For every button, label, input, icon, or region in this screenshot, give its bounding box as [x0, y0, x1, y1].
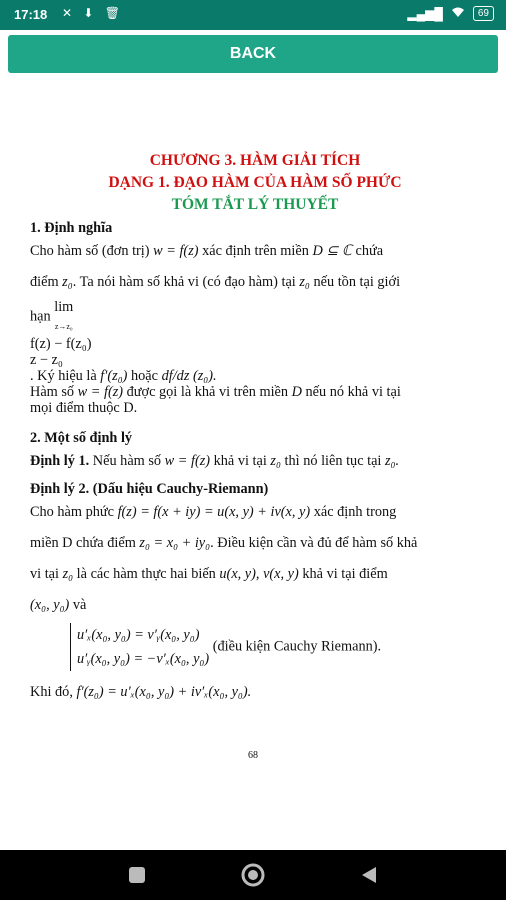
math: f′(z₀)	[100, 368, 128, 384]
math: D	[291, 384, 302, 400]
math: z₀	[62, 566, 74, 583]
text: vi tại	[30, 566, 63, 583]
text: được gọi là khả vi trên miền	[123, 384, 292, 400]
text: điểm	[30, 274, 63, 290]
back-button[interactable]: BACK	[8, 35, 498, 73]
math: w = f(z)	[164, 453, 211, 470]
math: f(z) = f(x + iy) = u(x, y) + iv(x, y)	[117, 504, 311, 521]
text: khả vi tại điểm	[298, 566, 388, 583]
paragraph	[30, 236, 480, 336]
text: hoặc	[127, 368, 162, 384]
text: Nếu hàm số	[89, 453, 165, 470]
wifi-icon	[451, 6, 465, 21]
math: f′(z₀) = u′ₓ(x₀, y₀) + iv′ₓ(x₀, y₀).	[76, 684, 252, 701]
battery-icon: 69	[473, 6, 494, 21]
navigation-bar	[0, 850, 506, 900]
equation: u′ᵧ(x₀, y₀) = −v′ₓ(x₀, y₀)	[77, 651, 210, 668]
recent-apps-button[interactable]	[122, 860, 152, 890]
signal-icon: ▂▄▆█	[407, 6, 443, 21]
document-page	[30, 150, 480, 708]
cauchy-riemann-system	[30, 623, 480, 671]
text: mọi điểm thuộc D.	[30, 400, 138, 416]
theorem-2	[30, 497, 480, 621]
math: D ⊆ ℂ	[312, 243, 352, 259]
limit	[54, 298, 73, 336]
back-nav-button[interactable]	[354, 860, 384, 890]
form-title: DẠNG 1. ĐẠO HÀM CỦA HÀM SỐ PHỨC	[108, 174, 402, 191]
text: miền D chứa điểm	[30, 535, 140, 552]
text: Khi đó,	[30, 684, 77, 701]
math: (x₀, y₀)	[30, 597, 70, 614]
text: Cho hàm phức	[30, 504, 118, 521]
equation-system	[70, 623, 209, 671]
triangle-back-icon	[359, 865, 379, 885]
square-icon	[128, 866, 146, 884]
text: . Điều kiện cần và đủ để hàm số khả	[210, 535, 418, 552]
text: . Ký hiệu là	[30, 368, 101, 384]
home-button[interactable]	[238, 860, 268, 890]
status-right	[407, 6, 494, 21]
text: và	[69, 597, 87, 614]
text: thì nó liên tục tại	[280, 453, 385, 470]
text: khả vi tại	[210, 453, 271, 470]
home-circle-icon	[240, 862, 266, 888]
math: df/dz (z₀).	[161, 368, 217, 384]
math: z₀ = x₀ + iy₀	[139, 535, 211, 552]
text: chứa	[351, 243, 384, 259]
text: Cho hàm số (đơn trị)	[30, 243, 154, 259]
math: u(x, y), v(x, y)	[219, 566, 299, 583]
theorem-1	[30, 446, 480, 477]
text: xác định trên miền	[198, 243, 313, 259]
text: là các hàm thực hai biến	[73, 566, 220, 583]
numerator: f(z) − f(z₀)	[30, 336, 92, 352]
denominator: z − z₀	[30, 352, 63, 368]
math: w = f(z)	[77, 384, 124, 400]
text: xác định trong	[310, 504, 397, 521]
page-number: 68	[248, 750, 258, 761]
text: Hàm số	[30, 384, 78, 400]
section-2-title: 2. Một số định lý	[30, 430, 133, 447]
text: nếu nó khả vi tại	[301, 384, 401, 400]
text: nếu tồn tại giới	[309, 274, 401, 290]
math: z₀	[299, 274, 310, 290]
notification-icons: ✕ ⬇ 🗑	[62, 6, 125, 20]
conclusion	[30, 677, 480, 708]
text: (điều kiện Cauchy Riemann).	[212, 638, 382, 655]
lim: lim	[54, 299, 74, 315]
theorem-label: Định lý 1.	[30, 453, 90, 470]
text: hạn	[30, 308, 55, 325]
section-1-title: 1. Định nghĩa	[30, 220, 113, 236]
lim-sub: z→z₀	[54, 322, 73, 331]
theorem-2-title: Định lý 2. (Dấu hiệu Cauchy-Riemann)	[30, 481, 269, 498]
text: . Ta nói hàm số khả vi (có đạo hàm) tại	[72, 274, 300, 290]
summary-title: TÓM TẮT LÝ THUYẾT	[171, 196, 339, 213]
math: z₀.	[384, 453, 400, 470]
status-time: 17:18	[14, 7, 48, 22]
math: z₀	[270, 453, 281, 470]
math: w = f(z)	[153, 243, 199, 259]
math: z₀	[62, 274, 73, 290]
status-bar	[0, 0, 506, 30]
equation: u′ₓ(x₀, y₀) = v′ᵧ(x₀, y₀)	[77, 627, 200, 644]
chapter-title: CHƯƠNG 3. HÀM GIẢI TÍCH	[149, 152, 361, 169]
